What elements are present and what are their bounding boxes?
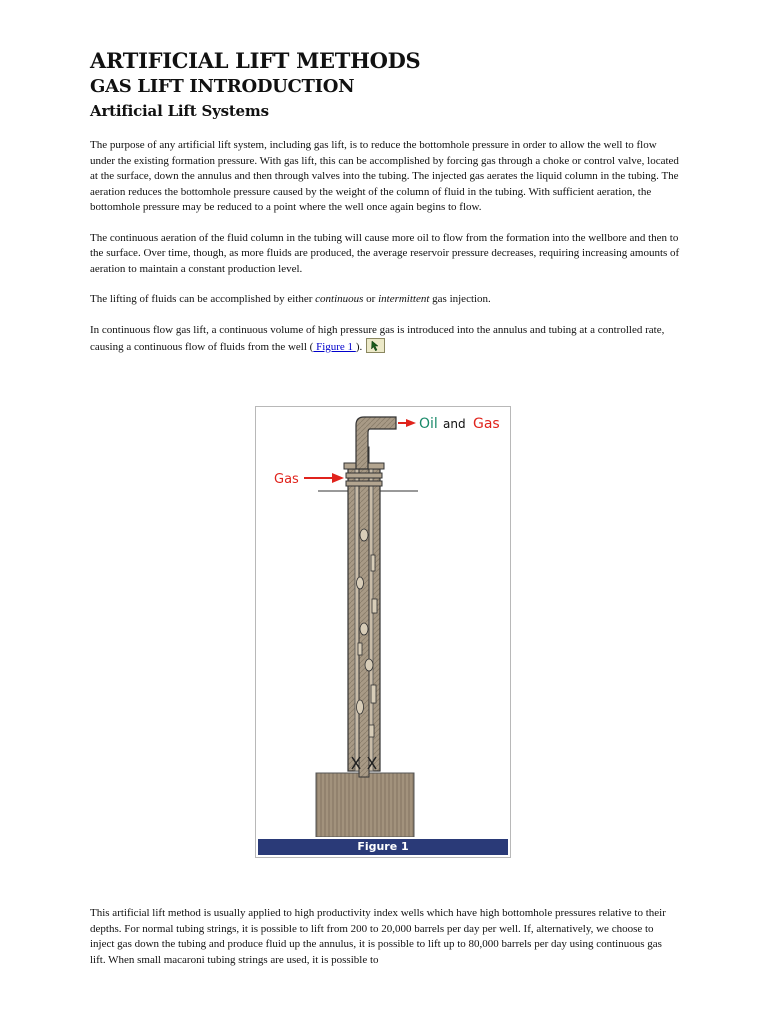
outlet-pipe (356, 417, 396, 469)
label-gas-out: Gas (473, 416, 500, 432)
paragraph-lifting: The lifting of fluids can be accomplished by either continuous or intermittent gas injection. (90, 293, 491, 305)
paragraph-continuous-flow: In continuous flow gas lift, a continuous volume of high pressure gas is introduced into the annulus and tubing at a controlled rate, causing a continuous flow of fluids from the well ( Figure 1 ). (90, 323, 665, 353)
go-to-figure-button[interactable] (366, 338, 385, 353)
formation (316, 773, 414, 837)
figure-1-link[interactable]: Figure 1 (313, 341, 356, 353)
bottom-content (90, 906, 680, 968)
main-content (90, 48, 680, 356)
arrow-icon (367, 339, 384, 352)
tubing (359, 447, 369, 777)
label-oil: Oil (419, 416, 438, 432)
figure-1 (255, 406, 511, 858)
label-gas-in: Gas (274, 472, 299, 487)
term-intermittent: intermittent (378, 293, 430, 305)
term-continuous: continuous (315, 293, 364, 305)
label-and: and (443, 417, 466, 431)
paragraph-continuous-aeration: The continuous aeration of the fluid column in the tubing will cause more oil to flow from the formation into the wellbore and then to the surface. Over time, though, as more fluids are produced, the average reservoir pressure decreases, requiring increasing amounts of aeration to maintain a constant production level. (90, 231, 680, 275)
page-subtitle: GAS LIFT INTRODUCTION (90, 76, 355, 97)
paragraph-purpose: The purpose of any artificial lift system, including gas lift, is to reduce the bottomhole pressure in order to allow the well to flow under the existing formation pressure. With gas lift, this can be accomplished by forcing gas through a choke or control valve, located at the surface, down the annulus and then through valves into the tubing. The injected gas aerates the liquid column in the tubing. The aeration reduces the bottomhole pressure caused by the weight of the column of fluid in the tubing. With sufficient aeration, the bottomhole pressure may be reduced to a point where the well once again begins to flow. (90, 139, 679, 213)
section-heading: Artificial Lift Systems (90, 102, 269, 120)
gas-lift-well-diagram (256, 407, 510, 837)
paragraph-application: This artificial lift method is usually applied to high productivity index wells which have high bottomhole pressures relative to their depths. For normal tubing strings, it is possible to lift from 200 to 20,000 barrels per day per well. If, alternatively, we choose to inject gas down the tubing and produce fluid up the annulus, it is possible to lift up to 80,000 barrels per day using continuous gas lift. When small macaroni tubing strings are used, it is possible to (90, 907, 666, 966)
page-title: ARTIFICIAL LIFT METHODS (90, 48, 421, 73)
figure-caption: Figure 1 (258, 839, 508, 855)
